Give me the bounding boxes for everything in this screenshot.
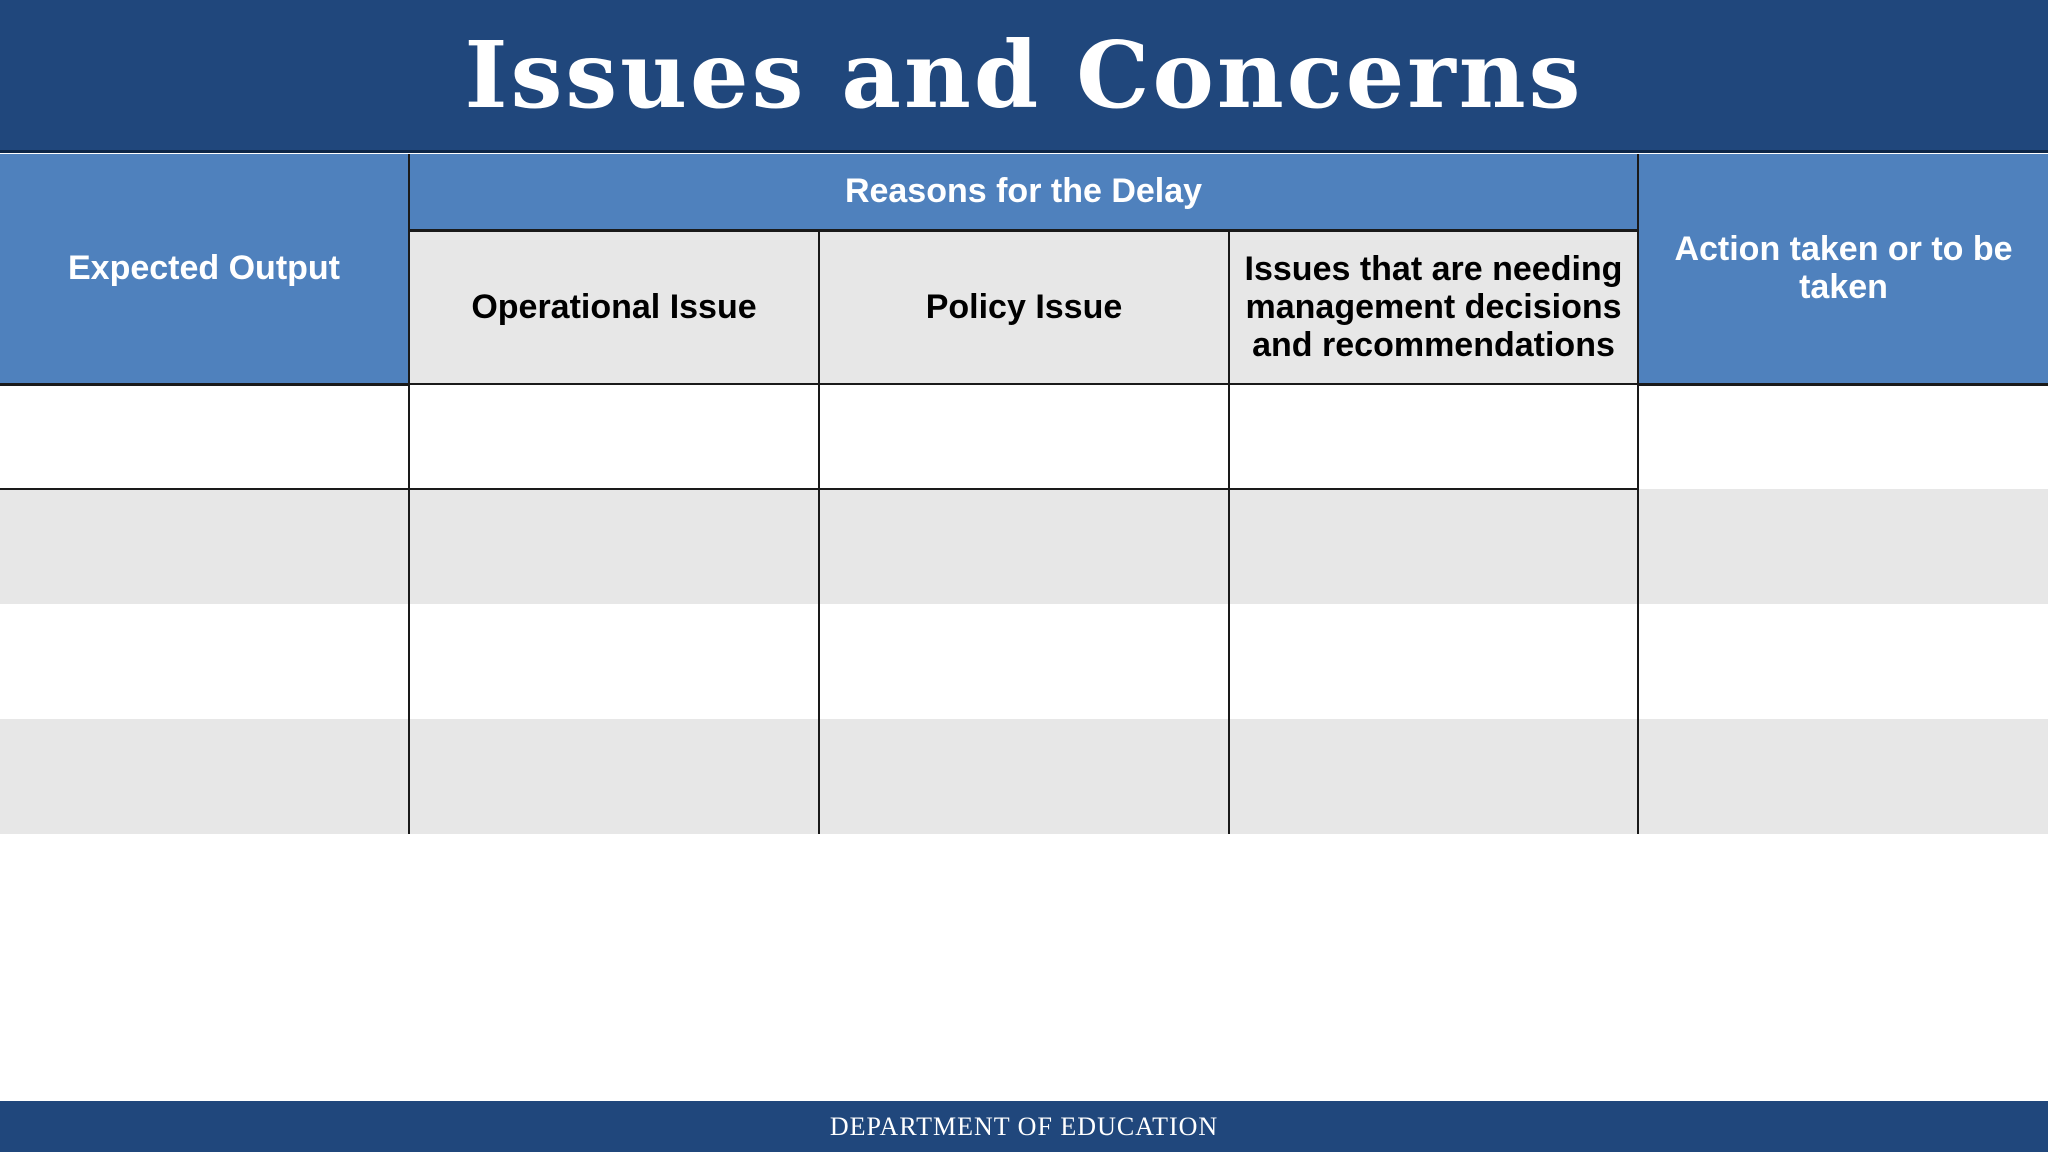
header-policy-issue: Policy Issue [819, 230, 1229, 384]
table-cell [1229, 489, 1638, 604]
header-action-taken: Action taken or to be taken [1638, 154, 2048, 384]
table-cell [1638, 719, 2048, 834]
table-cell [409, 604, 819, 719]
table-cell [409, 489, 819, 604]
table-cell [1638, 604, 2048, 719]
table-cell [409, 384, 819, 489]
table-cell [819, 489, 1229, 604]
table-cell [0, 489, 409, 604]
table-cell [0, 384, 409, 489]
footer-department-label: DEPARTMENT OF EDUCATION [829, 1111, 1219, 1141]
table-cell [0, 604, 409, 719]
header-operational-issue: Operational Issue [409, 230, 819, 384]
table-row [0, 489, 2048, 604]
table-cell [1229, 719, 1638, 834]
title-bar [0, 0, 2048, 153]
table-cell [409, 719, 819, 834]
table-cell [1638, 489, 2048, 604]
slide-title: Issues and Concerns [464, 21, 1584, 129]
issues-table [0, 154, 2048, 834]
table-cell [819, 384, 1229, 489]
table-cell [819, 604, 1229, 719]
table-cell [1638, 384, 2048, 489]
header-reasons-for-delay: Reasons for the Delay [409, 154, 1638, 230]
table-cell [1229, 604, 1638, 719]
header-expected-output: Expected Output [0, 154, 409, 384]
table-row [0, 384, 2048, 489]
table-cell [1229, 384, 1638, 489]
table-cell [0, 719, 409, 834]
table-row [0, 719, 2048, 834]
table-row [0, 604, 2048, 719]
header-management-issues: Issues that are needing management decisions and recommendations [1229, 230, 1638, 384]
table-cell [819, 719, 1229, 834]
footer-bar [0, 1101, 2048, 1152]
